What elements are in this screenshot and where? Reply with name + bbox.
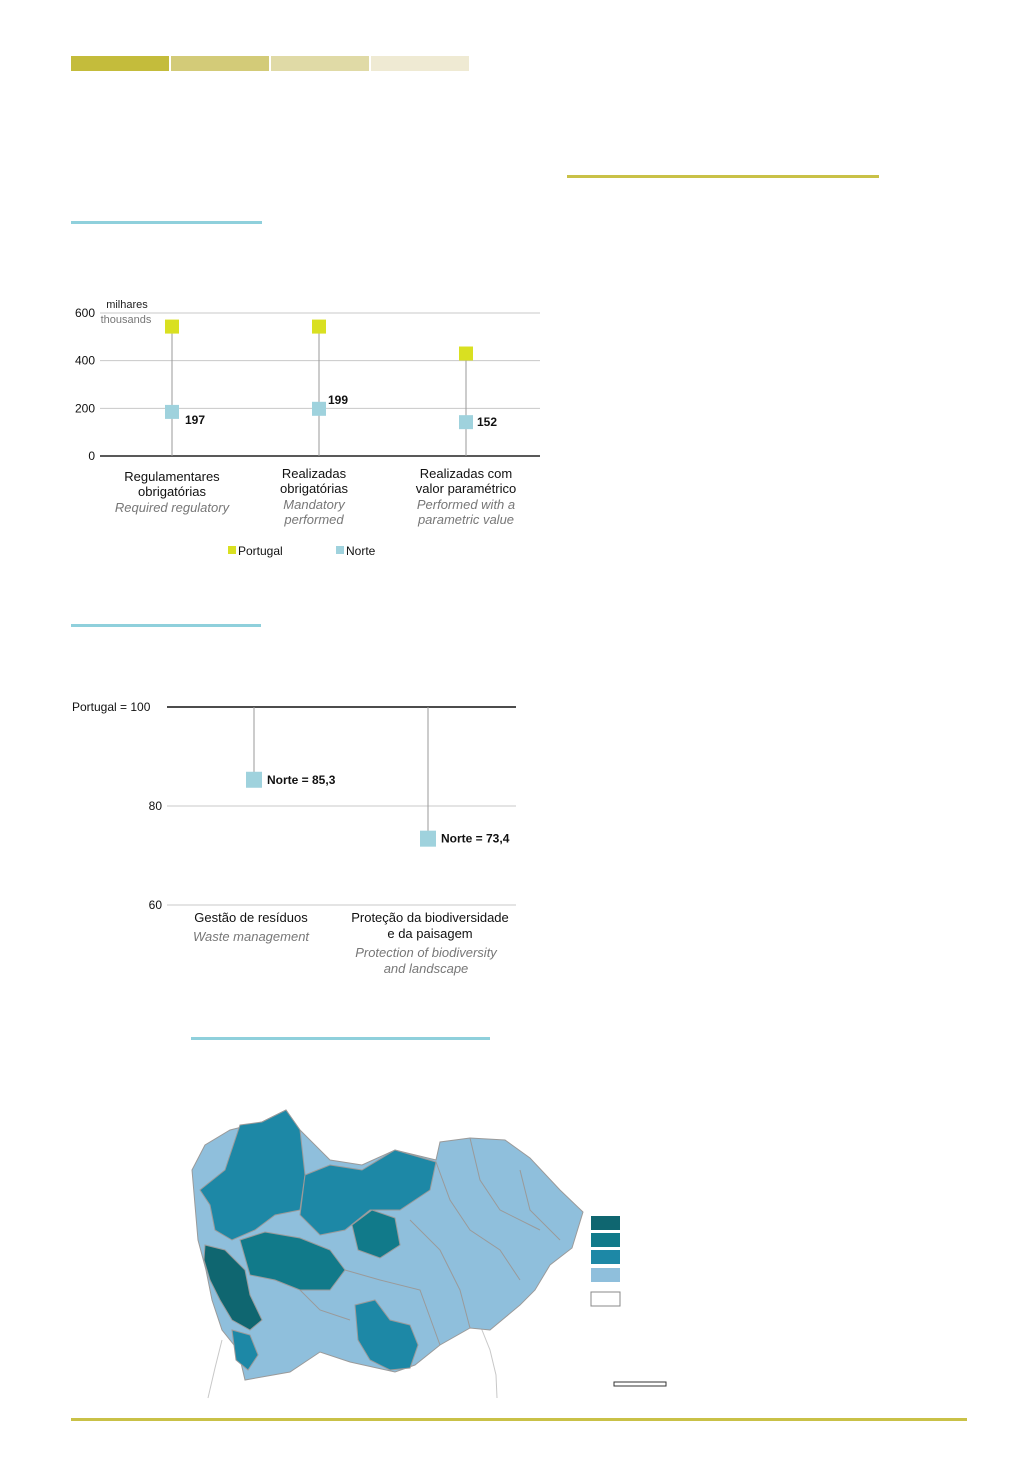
chart1-unit-label: milhares [106,299,148,311]
chart1-x-label-en: Mandatory [283,497,345,512]
legend-swatch-portugal [228,546,236,554]
map-legend-swatch-3 [591,1250,620,1264]
chart2-data-label: Norte = 85,3 [267,772,336,787]
choropleth-map [0,1090,700,1410]
map-scale-bar [614,1382,666,1386]
chart2-point-norte [420,831,436,847]
chart2-x-label-en: Protection of biodiversity [355,945,497,960]
chart2-x-label: Gestão de resíduos [194,910,308,925]
chart2-y-tick-label: 60 [148,898,162,912]
legend-swatch-norte [336,546,344,554]
chart1-y-ticks [75,306,95,463]
map-border-line [208,1340,222,1398]
chart1-x-label: obrigatórias [138,484,206,499]
legend-label-norte: Norte [346,544,376,558]
chart1-x-labels [115,466,516,527]
chart1-point-norte [459,415,473,429]
chart1-point-norte [165,405,179,419]
map-title-rule [191,1037,490,1040]
chart2-grid [167,707,516,905]
chart1-y-tick-label: 200 [74,401,95,416]
chart2-point-norte [246,772,262,788]
chart1-point-portugal [165,320,179,334]
footer-rule [71,1418,967,1421]
map-legend-swatch-2 [591,1233,620,1247]
chart1-unit-label-en: thousands [100,314,152,326]
chart-index [0,640,1036,1000]
chart1-y-tick-label: 400 [74,353,95,368]
map-legend [591,1216,620,1306]
chart2-x-labels [193,910,509,976]
chart1-point-norte [312,402,326,416]
chart1-x-label: obrigatórias [280,481,348,496]
chart1-legend [228,544,376,558]
chart2-x-label: Proteção da biodiversidade [351,910,509,925]
chart-analyses [0,0,1036,600]
map-border-line [480,1325,497,1398]
chart1-points [165,320,497,430]
chart1-x-label: valor paramétrico [415,481,517,496]
chart2-title-rule [71,624,261,627]
chart2-x-label-en: and landscape [383,961,469,976]
map-legend-swatch-5 [591,1292,620,1306]
chart2-baseline-label: Portugal = 100 [72,700,151,714]
chart1-stems [172,327,466,456]
chart2-data-label: Norte = 73,4 [441,831,510,846]
chart1-data-label-norte: 152 [477,415,498,430]
chart1-data-label-norte: 199 [328,392,349,407]
chart2-y-ticks [149,799,163,912]
chart2-x-label: e da paisagem [387,926,473,941]
chart1-point-portugal [459,347,473,361]
chart1-x-label-en: performed [284,512,344,527]
map-legend-swatch-4 [591,1268,620,1282]
chart1-data-label-norte: 197 [185,412,206,427]
chart1-y-tick-label: 0 [88,449,95,463]
chart1-point-portugal [312,320,326,334]
chart1-x-label-en: parametric value [417,512,515,527]
chart1-y-tick-label: 600 [74,306,95,320]
chart1-x-label-en: Required regulatory [114,500,230,515]
chart2-points [246,772,510,847]
chart1-x-label: Regulamentares [124,469,220,484]
chart1-grid [100,313,540,456]
map-legend-swatch-1 [591,1216,620,1230]
chart2-x-label-en: Waste management [192,929,310,944]
chart2-y-tick-label: 80 [148,799,162,813]
chart1-x-label-en: Performed with a [416,497,516,512]
legend-label-portugal: Portugal [238,544,283,558]
chart1-x-label: Realizadas com [419,466,513,481]
chart1-x-label: Realizadas [281,466,347,481]
